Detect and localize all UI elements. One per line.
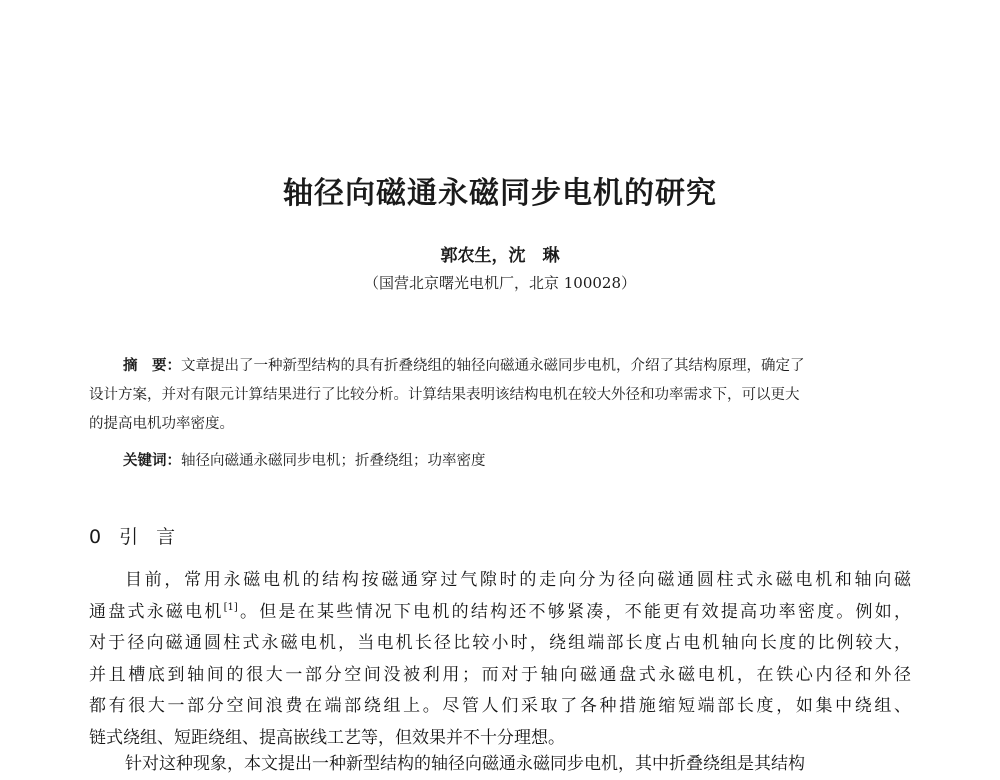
authors: 郭农生，沈 琳 [440, 246, 560, 266]
citation: [1] [223, 601, 238, 613]
abstract-line: 文章提出了一种新型结构的具有折叠绕组的轴径向磁通永磁同步电机，介绍了其结构原理，确定了 [181, 358, 805, 374]
body-line [89, 597, 911, 629]
abstract-line: 设计方案，并对有限元计算结果进行了比较分析。计算结果表明该结构电机在较大外径和功率需求下，可以更大 [89, 387, 800, 403]
abstract-line: 的提高电机功率密度。 [89, 416, 234, 432]
body-text-span: 通盘式永磁电机 [89, 601, 224, 622]
keywords-label: 关键词： [123, 453, 181, 469]
section-body [89, 565, 911, 754]
body-line-cut-off: 针对这种现象，本文提出一种新型结构的轴径向磁通永磁同步电机，其中折叠绕组是其结构 [125, 754, 805, 774]
section-heading: 0 引 言 [89, 526, 182, 548]
body-line: 对于径向磁通圆柱式永磁电机，当电机长径比较小时，绕组端部长度占电机轴向长度的比例较大， [89, 633, 911, 653]
body-line: 链式绕组、短距绕组、提高嵌线工艺等，但效果并不十分理想。 [89, 727, 565, 748]
paper-title: 轴径向磁通永磁同步电机的研究 [283, 176, 717, 211]
abstract-label: 摘 要： [123, 358, 181, 374]
keywords-text: 轴径向磁通永磁同步电机；折叠绕组；功率密度 [181, 453, 486, 469]
body-line: 并且槽底到轴间的很大一部分空间没被利用；而对于轴向磁通盘式永磁电机，在铁心内径和外径 [89, 664, 911, 685]
body-line: 都有很大一部分空间浪费在端部绕组上。尽管人们采取了各种措施缩短端部长度，如集中绕组、 [89, 696, 911, 716]
keywords [123, 447, 486, 476]
affiliation: （国营北京曙光电机厂，北京 100028） [363, 274, 637, 292]
abstract [89, 352, 911, 439]
body-line: 目前，常用永磁电机的结构按磁通穿过气隙时的走向分为径向磁通圆柱式永磁电机和轴向磁 [125, 570, 911, 590]
body-text-span: 。但是在某些情况下电机的结构还不够紧凑，不能更有效提高功率密度。例如， [237, 601, 912, 622]
